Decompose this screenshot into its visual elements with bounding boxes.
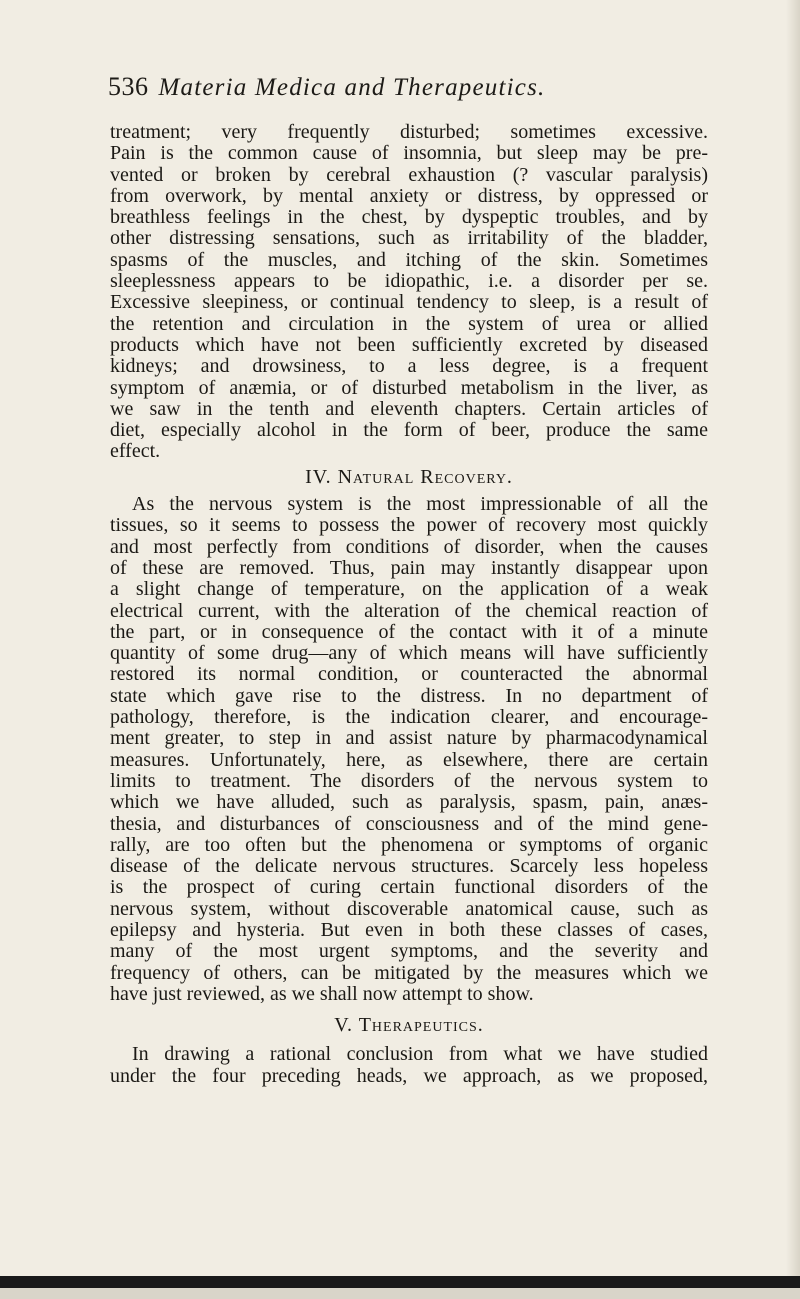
text-line: ment greater, to step in and assist nature by pharmacodynamical [110, 727, 708, 750]
section-heading-therapeutics: V. Therapeutics. [334, 1014, 484, 1037]
text-line: many of the most urgent symptoms, and the severity and [110, 940, 708, 963]
text-line: limits to treatment. The disorders of the nervous system to [110, 769, 708, 792]
text-line: Excessive sleepiness, or continual tendency to sleep, is a result of [110, 291, 708, 314]
text-line: of these are removed. Thus, pain may instantly disappear upon [110, 556, 708, 579]
paragraph-therapeutics [110, 1044, 708, 1087]
page-number: 536 [108, 72, 149, 101]
text-line: rally, are too often but the phenomena or symptoms of organic [110, 833, 708, 856]
text-line: symptom of anæmia, or of disturbed metabolism in the liver, as [110, 376, 708, 399]
body-text [110, 122, 708, 1087]
text-line: Pain is the common cause of insomnia, but sleep may be pre- [110, 142, 708, 165]
text-line: effect. [110, 440, 161, 463]
text-line: epilepsy and hysteria. But even in both these classes of cases, [110, 918, 708, 941]
text-line: spasms of the muscles, and itching of the skin. Sometimes [110, 248, 708, 271]
text-line: diet, especially alcohol in the form of beer, produce the same [110, 419, 708, 442]
scan-bottom-edge [0, 1276, 800, 1288]
text-line: nervous system, without discoverable anatomical cause, such as [110, 897, 708, 920]
text-line: treatment; very frequently disturbed; sometimes excessive. [110, 121, 708, 143]
text-line: restored its normal condition, or counteracted the abnormal [110, 663, 708, 686]
text-line: which we have alluded, such as paralysis, spasm, pain, anæs- [110, 791, 708, 814]
text-line: from overwork, by mental anxiety or distress, by oppressed or [110, 184, 708, 207]
text-line: and most perfectly from conditions of disorder, when the causes [110, 535, 708, 558]
text-line: under the four preceding heads, we approach, as we proposed, [110, 1064, 708, 1087]
scan-margin-strip [0, 1288, 800, 1299]
text-line: breathless feelings in the chest, by dyspeptic troubles, and by [110, 206, 708, 229]
text-line: have just reviewed, as we shall now attempt to show. [110, 982, 534, 1005]
text-line: state which gave rise to the distress. In no department of [110, 684, 708, 707]
text-line: electrical current, with the alteration of the chemical reaction of [110, 599, 708, 622]
text-line: sleeplessness appears to be idiopathic, i.e. a disorder per se. [110, 270, 708, 293]
text-line: As the nervous system is the most impressionable of all the [132, 493, 708, 516]
text-line: vented or broken by cerebral exhaustion (? vascular paralysis) [110, 163, 708, 186]
book-title: Materia Medica and Therapeutics. [158, 74, 546, 101]
running-head [108, 72, 708, 108]
text-line: we saw in the tenth and eleventh chapters. Certain articles of [110, 397, 708, 420]
text-line: kidneys; and drowsiness, to a less degree, is a frequent [110, 355, 708, 378]
text-line: thesia, and disturbances of consciousness and of the mind gene- [110, 812, 708, 835]
text-line: frequency of others, can be mitigated by the measures which we [110, 961, 708, 984]
section-heading-natural-recovery: IV. Natural Recovery. [305, 465, 513, 488]
text-line: a slight change of temperature, on the application of a weak [110, 578, 708, 601]
text-line: measures. Unfortunately, here, as elsewhere, there are certain [110, 748, 708, 771]
text-line: In drawing a rational conclusion from what we have studied [132, 1043, 708, 1066]
text-line: quantity of some drug—any of which means will have sufficiently [110, 642, 708, 665]
text-line: the retention and circulation in the system of urea or allied [110, 312, 708, 335]
text-line: the part, or in consequence of the contact with it of a minute [110, 620, 708, 643]
text-line: is the prospect of curing certain functional disorders of the [110, 876, 708, 899]
text-line: disease of the delicate nervous structures. Scarcely less hopeless [110, 855, 708, 878]
paragraph-natural-recovery [110, 494, 708, 1005]
page-edge-shadow [786, 0, 800, 1276]
text-line: pathology, therefore, is the indication clearer, and encourage- [110, 706, 708, 729]
text-line: products which have not been sufficiently excreted by diseased [110, 333, 708, 356]
text-line: other distressing sensations, such as irritability of the bladder, [110, 227, 708, 250]
text-line: tissues, so it seems to possess the power of recovery most quickly [110, 514, 708, 537]
paragraph-insomnia [110, 122, 708, 463]
